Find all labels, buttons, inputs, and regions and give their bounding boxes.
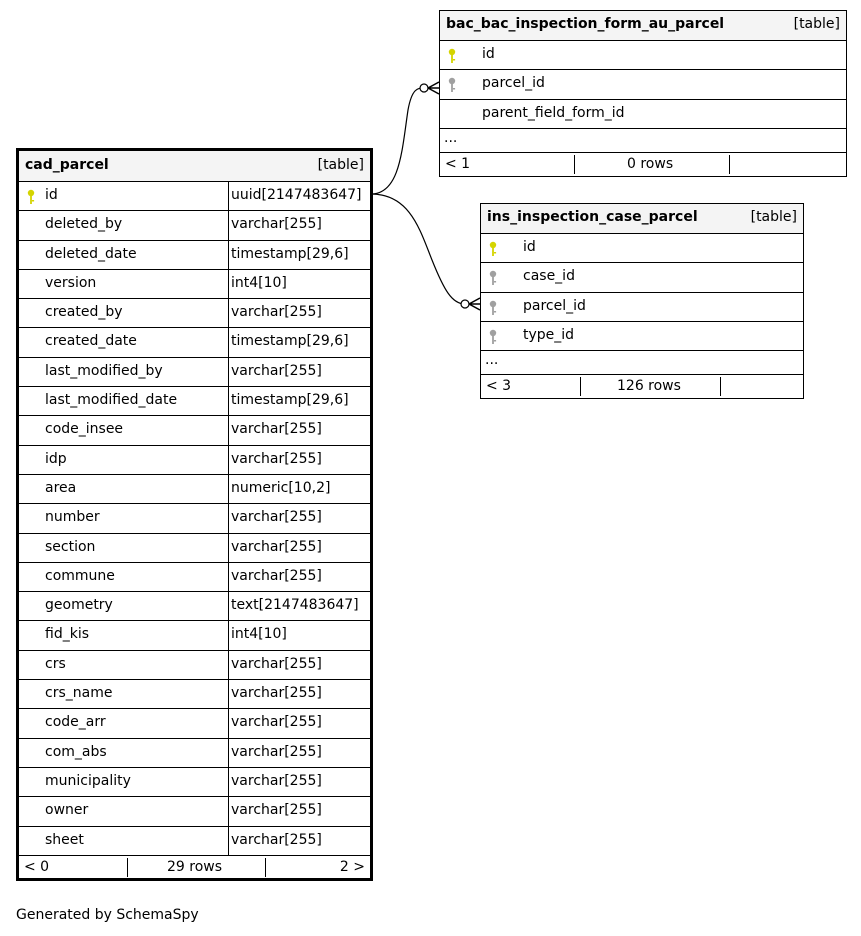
column-name: municipality (45, 772, 131, 789)
table-header (19, 151, 370, 182)
table-ins-inspection-case-parcel[interactable] (480, 203, 804, 399)
column-row[interactable] (19, 211, 370, 240)
column-type: numeric[10,2] (231, 479, 331, 496)
table-name: ins_inspection_case_parcel (487, 209, 698, 225)
table-kind: [table] (317, 157, 364, 173)
table-cad-parcel[interactable] (16, 148, 373, 881)
foreign-key-icon (488, 329, 498, 345)
parents-count[interactable]: < 3 (486, 378, 512, 395)
column-row[interactable] (19, 299, 370, 328)
column-type: varchar[255] (231, 304, 322, 321)
column-type: varchar[255] (231, 450, 322, 467)
column-type: timestamp[29,6] (231, 392, 349, 409)
column-type: varchar[255] (231, 567, 322, 584)
column-name: deleted_date (45, 245, 137, 262)
table-footer (481, 375, 803, 399)
column-name: last_modified_date (45, 392, 178, 409)
column-row[interactable] (19, 651, 370, 680)
column-name: version (45, 274, 97, 291)
column-row[interactable] (19, 475, 370, 504)
column-name: commune (45, 567, 115, 584)
foreign-key-icon (488, 300, 498, 316)
rows-count: 126 rows (617, 378, 681, 395)
column-name: code_arr (45, 714, 106, 731)
column-name: owner (45, 802, 89, 819)
column-row[interactable] (19, 446, 370, 475)
table-name: cad_parcel (25, 157, 109, 173)
column-type: varchar[255] (231, 421, 322, 438)
table-footer (440, 153, 846, 177)
column-row[interactable] (19, 270, 370, 299)
column-type: int4[10] (231, 274, 287, 291)
column-row[interactable] (19, 680, 370, 709)
crowfoot-marker-ins (469, 298, 480, 310)
column-type: varchar[255] (231, 772, 322, 789)
column-type: timestamp[29,6] (231, 245, 349, 262)
foreign-key-icon (447, 77, 457, 93)
column-row[interactable] (440, 41, 846, 70)
column-row[interactable] (481, 322, 803, 351)
column-type: varchar[255] (231, 831, 322, 848)
table-header (481, 204, 803, 234)
column-row[interactable] (19, 827, 370, 856)
foreign-key-icon (488, 270, 498, 286)
column-name: geometry (45, 597, 113, 614)
column-name: case_id (523, 268, 575, 285)
optional-marker-ins (461, 300, 469, 308)
generated-by-label: Generated by SchemaSpy (16, 907, 199, 923)
column-type: text[2147483647] (231, 597, 359, 614)
column-type: varchar[255] (231, 655, 322, 672)
optional-marker-bac (420, 84, 428, 92)
table-footer (19, 856, 370, 882)
column-name: created_date (45, 333, 137, 350)
table-kind: [table] (793, 16, 840, 32)
column-name: parent_field_form_id (482, 104, 625, 121)
column-name: section (45, 538, 96, 555)
primary-key-icon (447, 48, 457, 64)
column-type: int4[10] (231, 626, 287, 643)
column-type: varchar[255] (231, 216, 322, 233)
column-row[interactable] (19, 797, 370, 826)
column-name: idp (45, 450, 67, 467)
column-type: varchar[255] (231, 509, 322, 526)
column-row[interactable] (19, 534, 370, 563)
rows-count: 0 rows (627, 155, 674, 172)
column-row[interactable] (19, 328, 370, 357)
column-name: deleted_by (45, 216, 123, 233)
column-name: created_by (45, 304, 123, 321)
column-name: crs (45, 655, 66, 672)
column-type: varchar[255] (231, 685, 322, 702)
column-name: last_modified_by (45, 362, 163, 379)
parents-count[interactable]: < 0 (24, 858, 50, 875)
column-name: id (523, 239, 536, 255)
more-columns: ... (440, 129, 846, 153)
column-name: type_id (523, 326, 575, 343)
column-row[interactable] (19, 504, 370, 533)
column-row[interactable] (19, 358, 370, 387)
column-name: code_insee (45, 421, 124, 438)
column-row[interactable] (19, 592, 370, 621)
table-kind: [table] (750, 209, 797, 225)
column-type: timestamp[29,6] (231, 333, 349, 350)
column-name: parcel_id (523, 297, 586, 314)
primary-key-icon (26, 189, 36, 205)
column-type: varchar[255] (231, 743, 322, 760)
column-name: area (45, 479, 77, 496)
table-header (440, 11, 846, 41)
column-type: varchar[255] (231, 802, 322, 819)
column-type: varchar[255] (231, 362, 322, 379)
column-name: id (45, 187, 58, 203)
column-type: varchar[255] (231, 538, 322, 555)
column-name: sheet (45, 831, 84, 848)
column-name: fid_kis (45, 626, 89, 643)
column-row[interactable] (19, 241, 370, 270)
table-bac-bac-inspection-form-au-parcel[interactable] (439, 10, 847, 177)
column-row[interactable] (19, 768, 370, 797)
column-row[interactable] (19, 739, 370, 768)
column-type: uuid[2147483647] (231, 187, 362, 203)
column-row[interactable] (481, 234, 803, 263)
relationship-line-ins-parcel (371, 194, 465, 304)
column-row[interactable] (440, 100, 846, 129)
rows-count: 29 rows (167, 858, 223, 875)
more-columns: ... (481, 351, 803, 375)
column-row[interactable] (481, 293, 803, 322)
column-row[interactable] (19, 563, 370, 592)
column-type: varchar[255] (231, 714, 322, 731)
column-row[interactable] (19, 387, 370, 416)
column-name: parcel_id (482, 75, 545, 92)
children-count[interactable]: 2 > (339, 858, 365, 875)
column-name: crs_name (45, 685, 113, 702)
column-row[interactable] (19, 621, 370, 650)
column-name: com_abs (45, 743, 107, 760)
column-row[interactable] (440, 70, 846, 99)
column-row[interactable] (19, 182, 370, 211)
relationship-line-bac-parcel (371, 88, 424, 194)
column-row[interactable] (19, 709, 370, 738)
table-name: bac_bac_inspection_form_au_parcel (446, 16, 725, 32)
column-row[interactable] (19, 416, 370, 445)
crowfoot-marker-bac (428, 82, 439, 94)
column-name: id (482, 46, 495, 62)
parents-count[interactable]: < 1 (445, 155, 471, 172)
primary-key-icon (488, 241, 498, 257)
column-name: number (45, 509, 100, 526)
column-row[interactable] (481, 263, 803, 292)
